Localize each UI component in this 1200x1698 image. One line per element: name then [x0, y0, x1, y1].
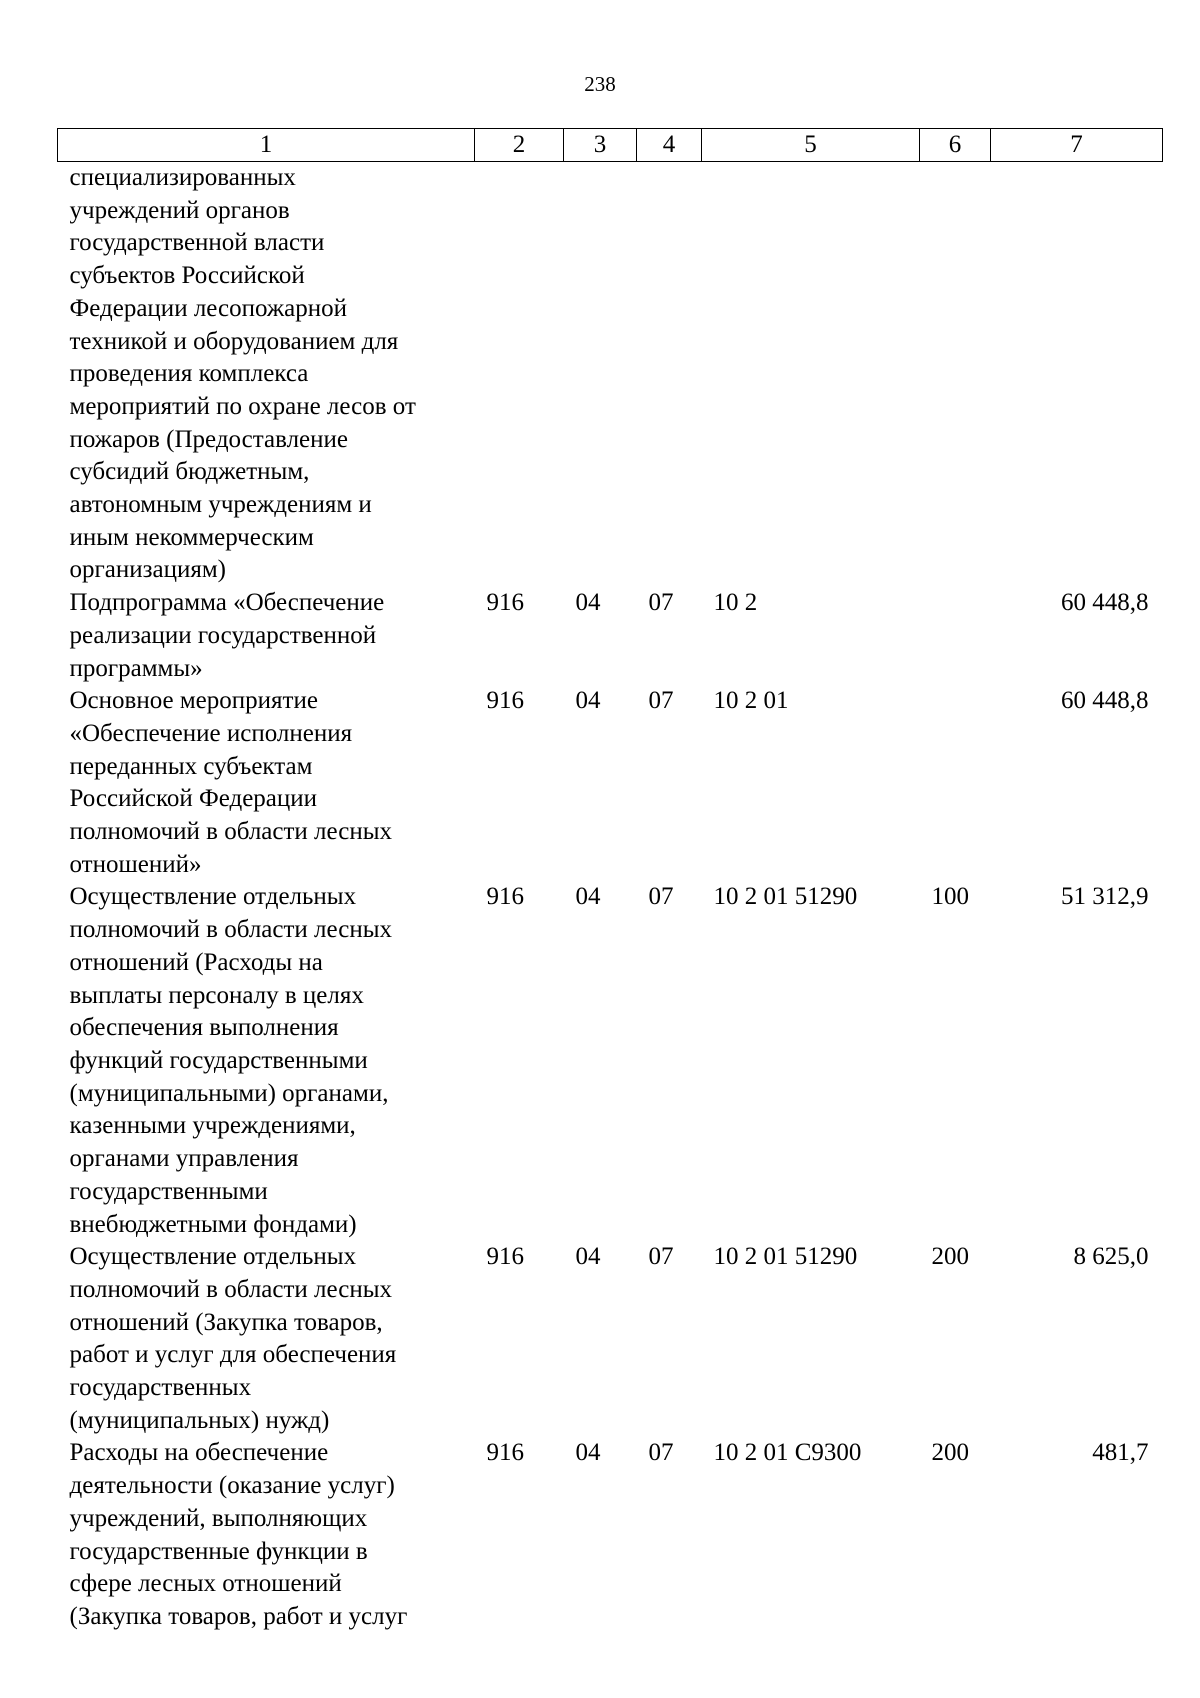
row-expense-type — [920, 685, 991, 881]
header-col-1: 1 — [58, 129, 475, 162]
header-col-7: 7 — [991, 129, 1163, 162]
row-ministry-code: 916 — [486, 589, 524, 617]
header-col-3: 3 — [564, 129, 637, 162]
row-subsection-code: 07 — [648, 883, 674, 911]
header-col-4: 4 — [637, 129, 702, 162]
row-target-article: 10 2 01 С9300 — [713, 1439, 862, 1467]
row-expense-type: 200 — [931, 1243, 969, 1271]
table-row — [58, 1437, 1163, 1633]
table-body — [58, 162, 1163, 1634]
header-row — [58, 129, 1163, 162]
row-name: Подпрограмма «Обеспечение реализации государственной программы» — [69, 589, 385, 682]
row-expense-type — [920, 162, 991, 588]
page-number: 238 — [584, 72, 616, 96]
row-target-article: 10 2 01 — [713, 687, 789, 715]
row-subsection-code: 07 — [648, 687, 674, 715]
row-section-code: 04 — [575, 589, 601, 617]
row-amount: 60 448,8 — [1061, 687, 1149, 715]
row-subsection-code: 07 — [648, 589, 674, 617]
row-section-code: 04 — [575, 1439, 601, 1467]
row-expense-type: 100 — [931, 883, 969, 911]
row-section-code — [564, 162, 637, 588]
row-section-code: 04 — [575, 1243, 601, 1271]
row-section-code: 04 — [575, 687, 601, 715]
row-name: Основное мероприятие «Обеспечение исполнения переданных субъектам Российской Федерации полномочий в области лесных отношений» — [69, 687, 393, 878]
row-subsection-code: 07 — [648, 1243, 674, 1271]
header-col-6: 6 — [920, 129, 991, 162]
row-ministry-code: 916 — [486, 687, 524, 715]
row-name: Осуществление отдельных полномочий в области лесных отношений (Закупка товаров, работ и услуг для обеспечения государственных (муниципальных) нужд) — [69, 1243, 397, 1434]
table-header — [58, 129, 1163, 162]
row-target-article: 10 2 01 51290 — [713, 883, 858, 911]
header-col-2: 2 — [475, 129, 564, 162]
row-section-code: 04 — [575, 883, 601, 911]
table-row — [58, 685, 1163, 881]
row-ministry-code — [475, 162, 564, 588]
row-subsection-code — [637, 162, 702, 588]
row-ministry-code: 916 — [486, 883, 524, 911]
row-target-article: 10 2 01 51290 — [713, 1243, 858, 1271]
row-amount: 481,7 — [1092, 1439, 1149, 1467]
row-amount: 8 625,0 — [1073, 1243, 1149, 1271]
row-subsection-code: 07 — [648, 1439, 674, 1467]
row-amount — [991, 162, 1163, 588]
budget-table — [57, 128, 1163, 1634]
table-row — [58, 881, 1163, 1241]
row-ministry-code: 916 — [486, 1243, 524, 1271]
header-col-5: 5 — [702, 129, 920, 162]
row-target-article: 10 2 — [713, 589, 758, 617]
row-expense-type — [920, 587, 991, 685]
row-expense-type: 200 — [931, 1439, 969, 1467]
row-amount: 60 448,8 — [1061, 589, 1149, 617]
row-ministry-code: 916 — [486, 1439, 524, 1467]
row-name: Осуществление отдельных полномочий в области лесных отношений (Расходы на выплаты персоналу в целях обеспечения выполнения функций государственными (муниципальными) органами, казенными учреждениями, органами управления государственными внебюджетными фондами) — [69, 883, 393, 1238]
table-row — [58, 162, 1163, 588]
table-row — [58, 587, 1163, 685]
row-target-article — [702, 162, 920, 588]
row-name: Расходы на обеспечение деятельности (оказание услуг) учреждений, выполняющих государственные функции в сфере лесных отношений (Закупка товаров, работ и услуг — [69, 1439, 408, 1630]
row-name: специализированных учреждений органов государственной власти субъектов Российской Федерации лесопожарной техникой и оборудованием для проведения комплекса мероприятий по охране лесов от пожаров (Предоставление субсидий бюджетным, автономным учреждениям и иным некоммерческим организациям) — [69, 164, 416, 584]
table-row — [58, 1241, 1163, 1437]
row-amount: 51 312,9 — [1061, 883, 1149, 911]
